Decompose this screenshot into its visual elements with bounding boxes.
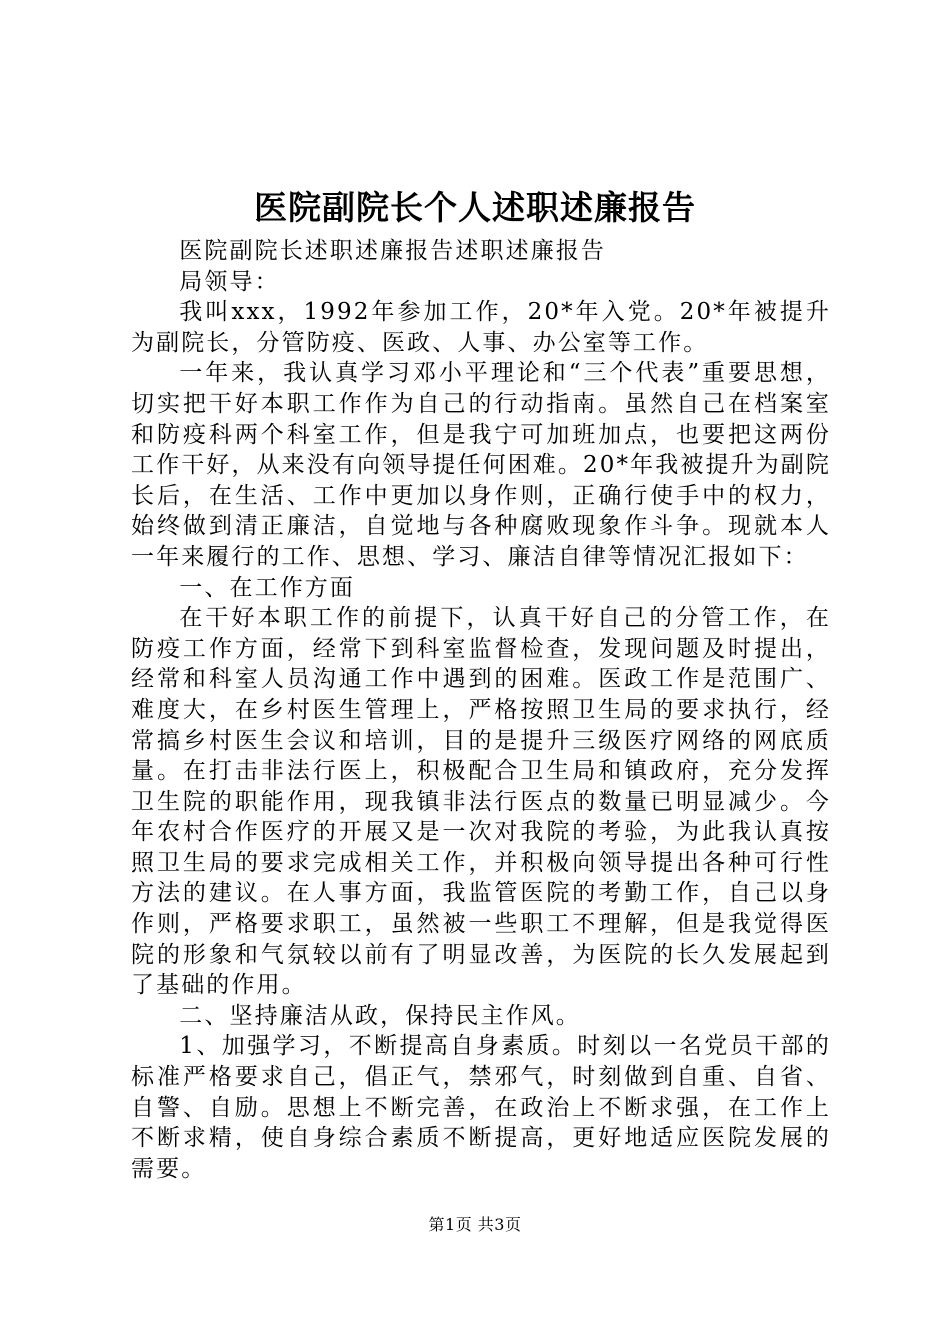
document-body [131, 236, 831, 1184]
section-heading-integrity: 二、坚持廉洁从政，保持民主作风。 [179, 1002, 581, 1029]
paragraph-overview: 一年来，我认真学习邓小平理论和“三个代表”重要思想，切实把干好本职工作作为自己的行动指南。虽然自己在档案室和防疫科两个科室工作，但是我宁可加班加点，也要把这两份工作干好，从来没有向领导提任何困难。20*年我被提升为副院长后，在生活、工作中更加以身作则，正确行使手中的权力，始终做到清正廉洁，自觉地与各种腐败现象作斗争。现就本人一年来履行的工作、思想、学习、廉洁自律等情况汇报如下： [131, 360, 831, 570]
paragraph-study: 1、加强学习，不断提高自身素质。时刻以一名党员干部的标准严格要求自己，倡正气，禁邪气，时刻做到自重、自省、自警、自励。思想上不断完善，在政治上不断求强，在工作上不断求精，使自身综合素质不断提高，更好地适应医院发展的需要。 [131, 1033, 831, 1182]
page-number-footer: 第1页 共3页 [428, 1215, 522, 1234]
paragraph-subtitle: 医院副院长述职述廉报告述职述廉报告 [179, 238, 606, 264]
document-title: 医院副院长个人述职述廉报告 [254, 188, 696, 227]
paragraph-intro: 我叫xxx，1992年参加工作，20*年入党。20*年被提升为副院长，分管防疫、医政、人事、办公室等工作。 [131, 299, 831, 356]
section-heading-work: 一、在工作方面 [179, 574, 355, 601]
paragraph-salutation: 局领导： [179, 268, 280, 295]
paragraph-work: 在干好本职工作的前提下，认真干好自己的分管工作，在防疫工作方面，经常下到科室监督检查，发现问题及时提出，经常和科室人员沟通工作中遇到的困难。医政工作是范围广、难度大，在乡村医生管理上，严格按照卫生局的要求执行，经常搞乡村医生会议和培训，目的是提升三级医疗网络的网底质量。在打击非法行医上，积极配合卫生局和镇政府，充分发挥卫生院的职能作用，现我镇非法行医点的数量已明显减少。今年农村合作医疗的开展又是一次对我院的考验，为此我认真按照卫生局的要求完成相关工作，并积极向领导提出各种可行性方法的建议。在人事方面，我监管医院的考勤工作，自己以身作则，严格要求职工，虽然被一些职工不理解，但是我觉得医院的形象和气氛较以前有了明显改善，为医院的长久发展起到了基础的作用。 [131, 605, 831, 999]
